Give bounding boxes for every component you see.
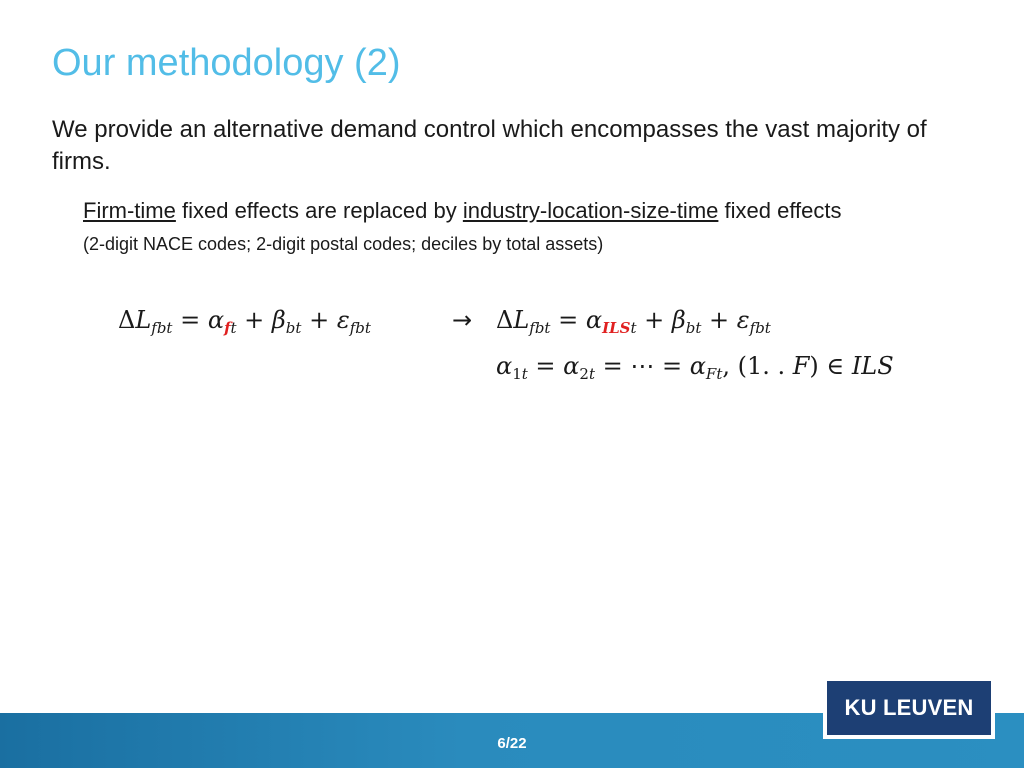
- sub-text-end: fixed effects: [718, 198, 842, 223]
- intro-paragraph: We provide an alternative demand control which encompasses the vast majority of firms.: [52, 116, 927, 175]
- equation-replaced: $\Delta L_{fbt} = \alpha_{ILSt} + \beta_{bt} + \varepsilon_{fbt}$: [496, 306, 771, 337]
- ilst-term: industry-location-size-time: [462, 198, 719, 223]
- arrow-icon: →: [452, 306, 473, 334]
- slide-title: Our methodology (2): [52, 42, 401, 84]
- ku-leuven-logo: KU LEUVEN: [827, 681, 991, 735]
- sub-bullet: [83, 197, 1003, 225]
- logo-frame: [823, 677, 995, 739]
- sub-text-mid: fixed effects are replaced by: [175, 198, 463, 223]
- firm-time-term: Firm-time: [83, 198, 176, 223]
- equation-original: $\Delta L_{fbt} = \alpha_{ft} + \beta_{bt} + \varepsilon_{fbt}$: [118, 306, 371, 337]
- sub-note: (2-digit NACE codes; 2-digit postal codes; deciles by total assets): [83, 234, 604, 254]
- page-number: 6/22: [497, 735, 527, 752]
- equation-constraint: $\alpha_{1t} = \alpha_{2t}$ = ⋯ = $\alpha_{Ft}$, (1. . F) ∈ ILS: [496, 352, 894, 383]
